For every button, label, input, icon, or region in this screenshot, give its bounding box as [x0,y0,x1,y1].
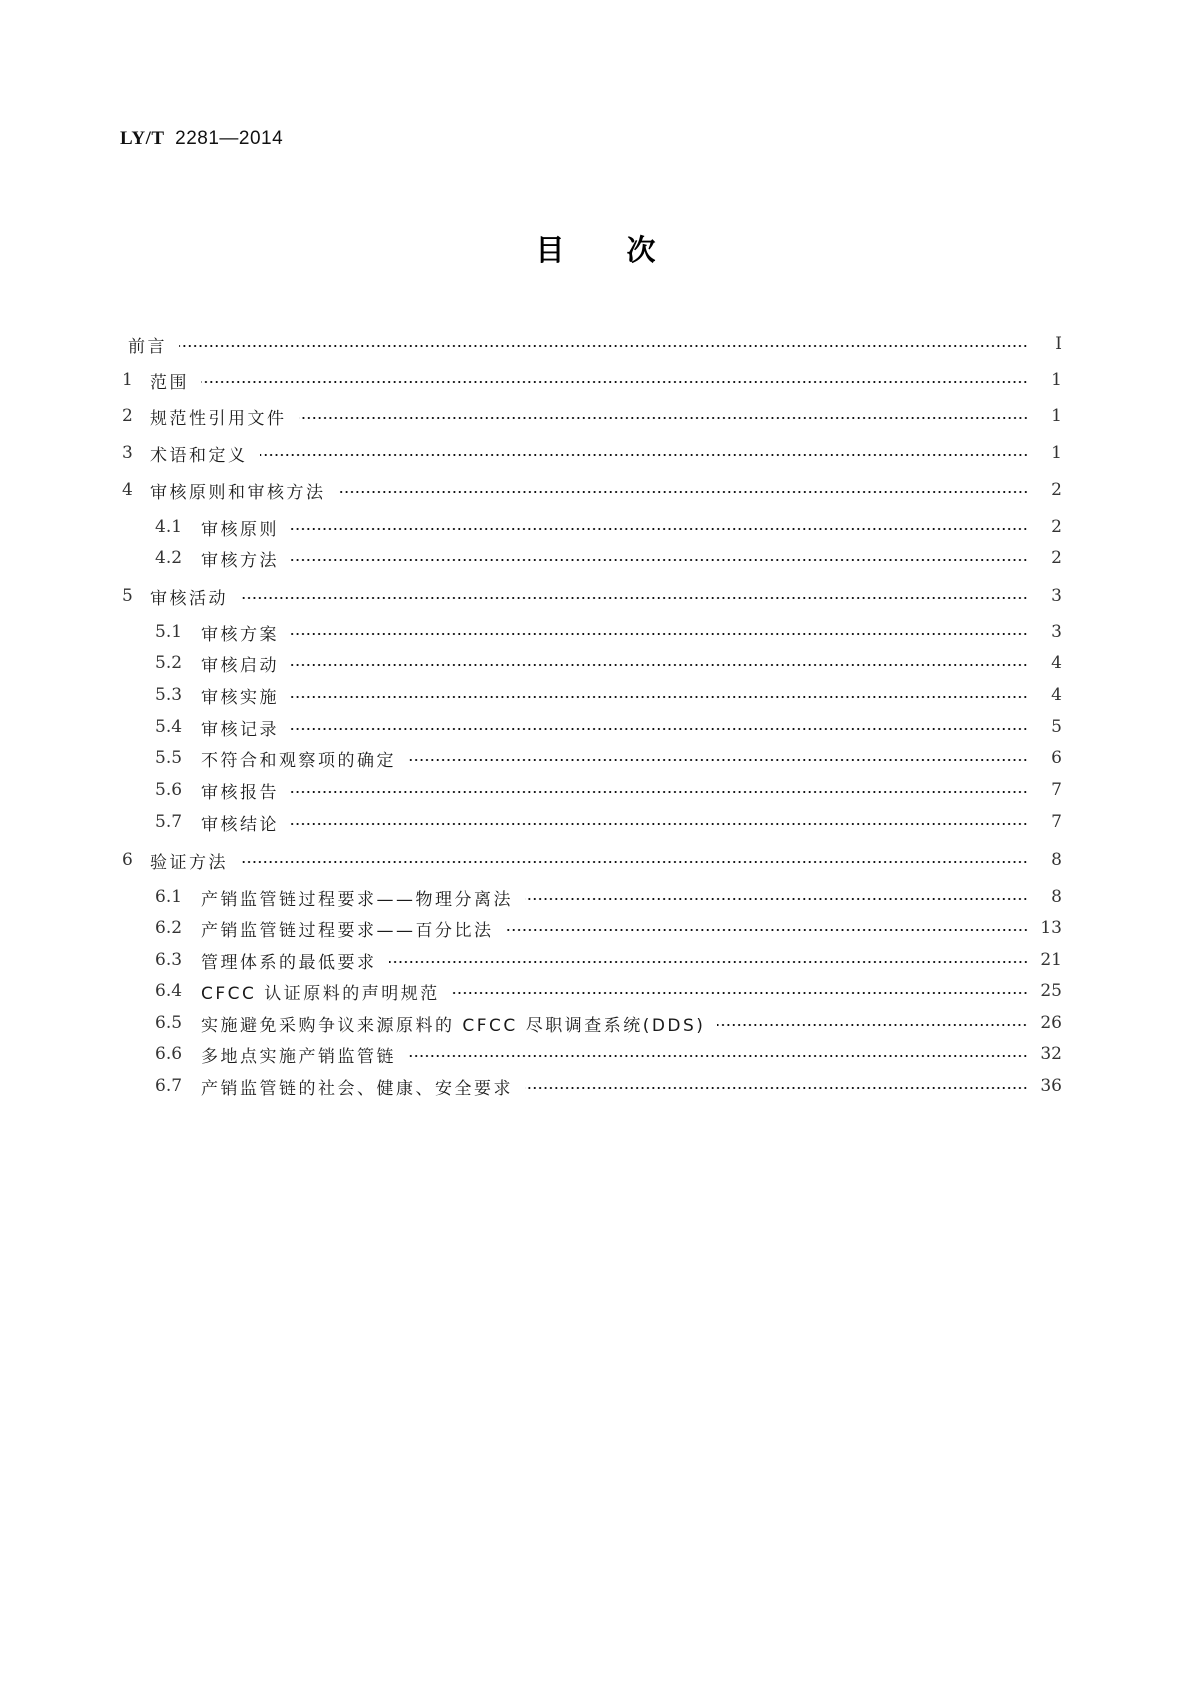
toc-entry-page: 3 [1051,586,1062,606]
toc-entry-number: 1 [122,370,133,390]
dot-leader [525,897,1028,901]
toc-entry-label: 产销监管链的社会、健康、安全要求 [201,1078,513,1099]
dot-leader [240,596,1028,600]
toc-entry-label: 范围 [150,372,189,393]
page-title-char-1: 目 [535,233,565,267]
toc-entry-6-7[interactable] [155,1072,1062,1100]
toc-entry-label: 不符合和观察项的确定 [201,750,396,771]
dot-leader [240,860,1028,864]
toc-entry-page: 1 [1051,370,1062,390]
toc-entry-page: 6 [1051,748,1062,768]
toc-entry-number: 4 [122,480,133,500]
dot-leader [291,790,1028,794]
toc-entry-number: 4.1 [155,517,183,537]
dot-leader [291,663,1028,667]
toc-entry-page: 7 [1051,780,1062,800]
toc-entry-1[interactable] [122,366,1062,394]
dot-leader [506,928,1029,932]
dot-leader [260,453,1029,457]
toc-entry-4[interactable] [122,476,1062,504]
toc-entry-5-2[interactable] [155,649,1062,677]
toc-entry-page: 21 [1040,950,1062,970]
toc-entry-page: 2 [1051,517,1062,537]
toc-entry-5-1[interactable] [155,618,1062,646]
dot-leader [179,344,1028,348]
toc-entry-page: 8 [1051,887,1062,907]
dot-leader [717,1023,1028,1027]
toc-entry-number: 6.3 [155,950,183,970]
standard-code-number: 2281—2014 [175,128,284,149]
toc-entry-number: 5.4 [155,717,183,737]
toc-entry-label: 实施避免采购争议来源原料的 CFCC 尽职调查系统(DDS) [201,1015,706,1036]
toc-entry-5-5[interactable] [155,744,1062,772]
toc-entry-6-1[interactable] [155,883,1062,911]
dot-leader [291,558,1028,562]
toc-entry-label: 审核方法 [201,550,279,571]
standard-code [120,127,283,150]
toc-entry-number: 5.3 [155,685,183,705]
toc-entry-label: 审核报告 [201,782,279,803]
dot-leader [408,1054,1028,1058]
toc-entry-5-4[interactable] [155,713,1062,741]
toc-entry-6-2[interactable] [155,914,1062,942]
dot-leader [452,991,1028,995]
toc-entry-number: 6 [122,850,133,870]
standard-code-prefix: LY/T [120,128,165,149]
toc-entry-page: 3 [1051,622,1062,642]
toc-entry-number: 4.2 [155,548,183,568]
toc-entry-number: 6.4 [155,981,183,1001]
toc-entry-5[interactable] [122,582,1062,610]
dot-leader [338,490,1029,494]
toc-entry-label: 产销监管链过程要求——物理分离法 [201,889,513,910]
toc-entry-number: 6.5 [155,1013,183,1033]
toc-entry-label: 产销监管链过程要求——百分比法 [201,920,494,941]
toc-entry-5-3[interactable] [155,681,1062,709]
dot-leader [291,822,1028,826]
toc-entry-label: 审核活动 [150,588,228,609]
toc-entry-page: 2 [1051,548,1062,568]
page-title [0,228,1191,269]
toc-entry-page: 1 [1051,443,1062,463]
toc-entry-label: 多地点实施产销监管链 [201,1046,396,1067]
toc-entry-label: 验证方法 [150,852,228,873]
toc-entry-5-7[interactable] [155,808,1062,836]
toc-entry-page: 13 [1040,918,1062,938]
toc-entry-3[interactable] [122,439,1062,467]
toc-entry-number: 6.7 [155,1076,183,1096]
toc-entry-label: 管理体系的最低要求 [201,952,377,973]
toc-entry-6-5[interactable] [155,1009,1062,1037]
toc-entry-label: 审核实施 [201,687,279,708]
toc-entry-number: 5 [122,586,133,606]
toc-entry-preface[interactable] [128,330,1062,358]
toc-entry-label: 审核记录 [201,719,279,740]
toc-entry-label: 审核启动 [201,655,279,676]
toc-entry-number: 5.7 [155,812,183,832]
toc-entry-number: 5.2 [155,653,183,673]
toc-entry-label: CFCC 认证原料的声明规范 [201,983,440,1004]
page-title-char-2: 次 [626,233,656,267]
toc-entry-6-3[interactable] [155,946,1062,974]
toc-entry-number: 3 [122,443,133,463]
toc-entry-label: 审核原则和审核方法 [150,482,326,503]
toc-entry-number: 5.6 [155,780,183,800]
toc-entry-page: 32 [1040,1044,1062,1064]
toc-entry-number: 6.6 [155,1044,183,1064]
toc-entry-label: 审核方案 [201,624,279,645]
toc-entry-label: 审核原则 [201,519,279,540]
toc-entry-4-2[interactable] [155,544,1062,572]
toc-entry-page: 4 [1051,653,1062,673]
dot-leader [408,758,1028,762]
toc-entry-2[interactable] [122,402,1062,430]
dot-leader [201,380,1028,384]
toc-entry-page: Ⅰ [1055,334,1062,354]
toc-entry-number: 5.1 [155,622,183,642]
toc-entry-6-6[interactable] [155,1040,1062,1068]
toc-entry-label: 术语和定义 [150,445,248,466]
toc-entry-6-4[interactable] [155,977,1062,1005]
toc-entry-5-6[interactable] [155,776,1062,804]
toc-entry-6[interactable] [122,846,1062,874]
toc-entry-page: 7 [1051,812,1062,832]
toc-entry-label: 规范性引用文件 [150,408,287,429]
dot-leader [291,632,1028,636]
toc-entry-number: 5.5 [155,748,183,768]
toc-entry-page: 4 [1051,685,1062,705]
dot-leader [291,695,1028,699]
toc-entry-page: 8 [1051,850,1062,870]
toc-entry-4-1[interactable] [155,513,1062,541]
toc-entry-page: 2 [1051,480,1062,500]
toc-entry-page: 26 [1040,1013,1062,1033]
toc-entry-number: 6.1 [155,887,183,907]
toc-entry-number: 6.2 [155,918,183,938]
toc-entry-page: 25 [1040,981,1062,1001]
dot-leader [389,960,1029,964]
toc-entry-page: 1 [1051,406,1062,426]
dot-leader [299,416,1029,420]
dot-leader [525,1086,1028,1090]
dot-leader [291,727,1028,731]
toc-entry-number: 2 [122,406,133,426]
toc-entry-page: 5 [1051,717,1062,737]
toc-entry-page: 36 [1040,1076,1062,1096]
toc-entry-label: 前言 [128,336,167,357]
toc-entry-label: 审核结论 [201,814,279,835]
dot-leader [291,527,1028,531]
